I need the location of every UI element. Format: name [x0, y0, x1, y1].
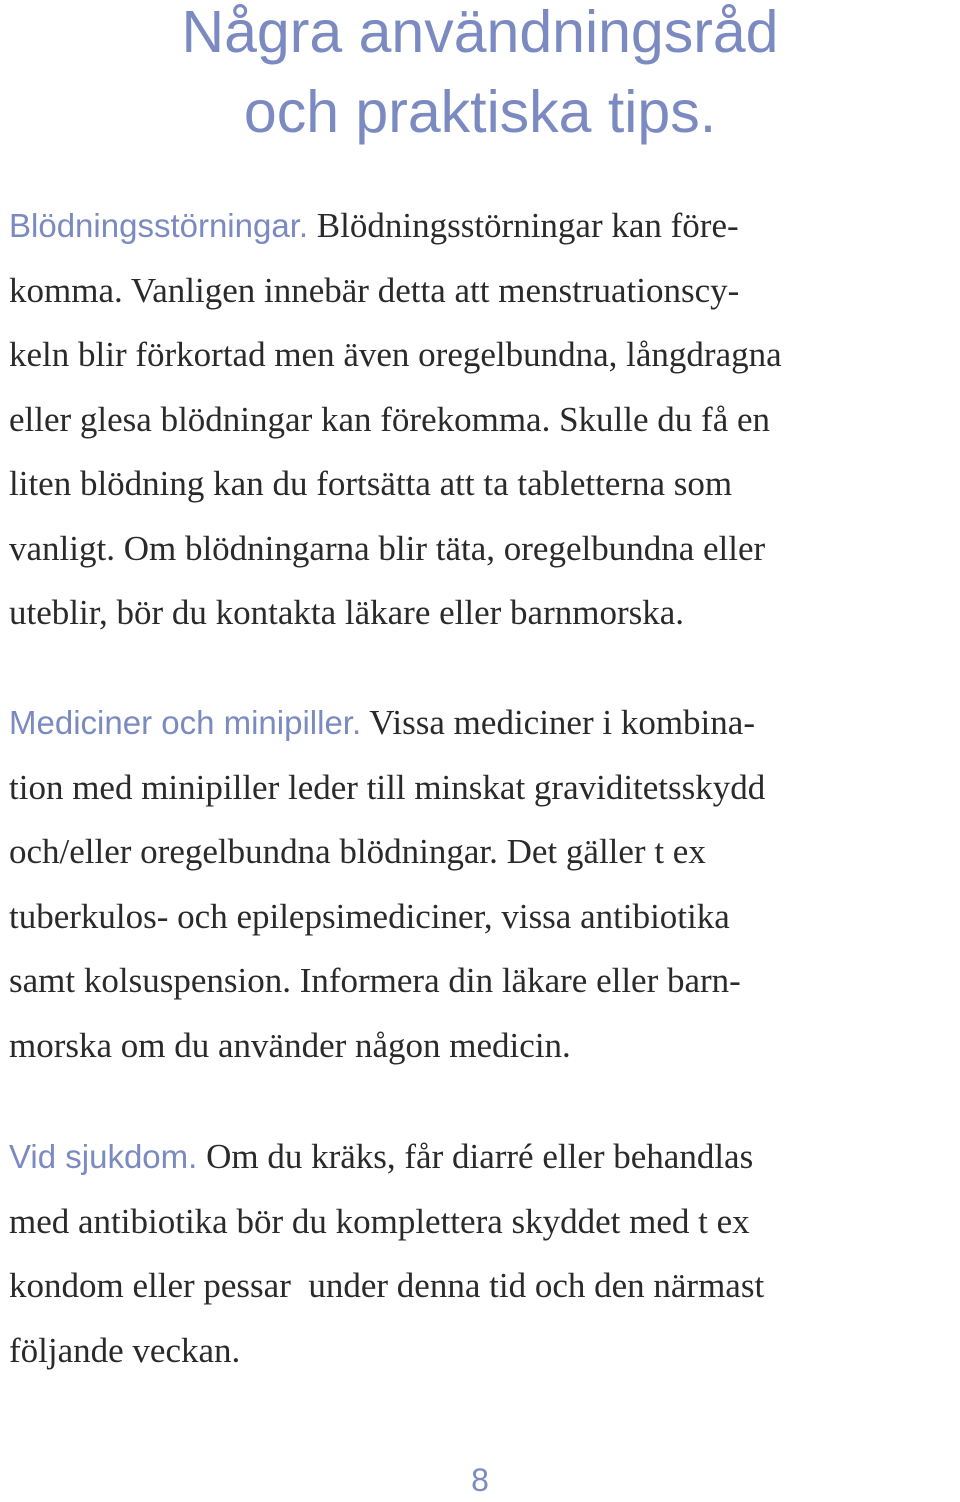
section-medicines-and-minipills [9, 691, 959, 1078]
body-text-line: uteblir, bör du kontakta läkare eller barnmorska. [9, 593, 685, 632]
body-text-line: liten blödning kan du fortsätta att ta tabletterna som [9, 464, 733, 503]
body-text-line: tion med minipiller leder till minskat graviditetsskydd [9, 767, 766, 807]
body-text-line: Vissa mediciner i kombina- [361, 703, 755, 742]
body-text-line: Blödningsstörningar kan före- [308, 206, 739, 245]
body-text-line: morska om du använder någon medicin. [9, 1025, 571, 1065]
section-first-line [9, 691, 959, 756]
body-text-line: tuberkulos- och epilepsimediciner, vissa antibiotika [9, 896, 730, 936]
page-number: 8 [471, 1462, 489, 1498]
page-title [0, 0, 960, 152]
section-heading: Vid sjukdom. [9, 1138, 198, 1175]
body-text-line: vanligt. Om blödningarna blir täta, oregelbundna eller [9, 528, 766, 568]
section-heading: Mediciner och minipiller. [9, 704, 362, 741]
body-text-line: Om du kräks, får diarré eller behandlas [197, 1137, 754, 1176]
page-title-line-2: och praktiska tips. [243, 79, 717, 145]
body-text-line: kondom eller pessar under denna tid och den närmast [9, 1266, 765, 1305]
body-text-line: med antibiotika bör du komplettera skyddet med t ex [9, 1201, 750, 1241]
body-text-line: eller glesa blödningar kan förekomma. Skulle du få en [9, 399, 771, 439]
body-text-line: keln blir förkortad men även oregelbundna, långdragna [9, 335, 782, 374]
body-text-line: samt kolsuspension. Informera din läkare eller barn- [9, 961, 741, 1000]
section-bleeding-disorders [9, 194, 959, 646]
section-first-line [9, 1125, 959, 1190]
body-text-line: och/eller oregelbundna blödningar. Det gäller t ex [9, 832, 706, 871]
body-text-line: följande veckan. [9, 1330, 241, 1370]
section-heading: Blödningsstörningar. [9, 207, 309, 244]
section-first-line [9, 194, 959, 259]
section-illness [9, 1125, 959, 1383]
page-title-line-1: Några användningsråd [181, 0, 779, 65]
body-text-line: komma. Vanligen innebär detta att menstruationscy- [9, 270, 740, 310]
